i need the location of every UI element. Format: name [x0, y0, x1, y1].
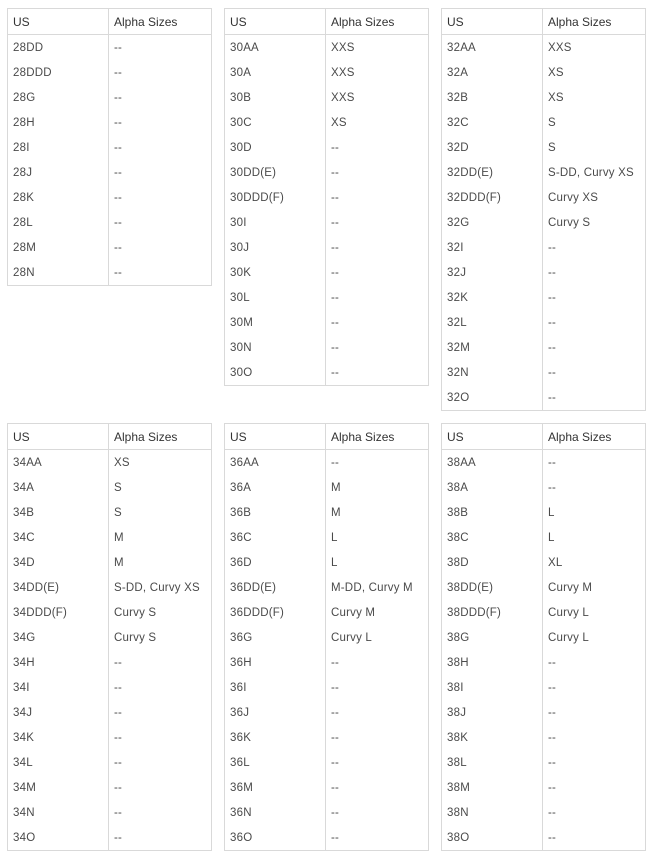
us-size-cell: 34H — [8, 650, 109, 675]
table-row — [225, 550, 429, 575]
alpha-size-cell: Curvy M — [326, 600, 429, 625]
us-size-cell: 30M — [225, 310, 326, 335]
us-size-cell: 32DDD(F) — [442, 185, 543, 210]
table-row — [225, 260, 429, 285]
table-row — [442, 675, 646, 700]
us-size-cell: 32B — [442, 85, 543, 110]
table-row — [442, 475, 646, 500]
table-header-row — [8, 9, 212, 35]
table-row — [225, 825, 429, 851]
table-row — [8, 110, 212, 135]
table-row — [225, 285, 429, 310]
alpha-size-cell: Curvy S — [109, 625, 212, 650]
us-size-cell: 32I — [442, 235, 543, 260]
table-row — [8, 525, 212, 550]
alpha-size-cell: -- — [109, 85, 212, 110]
table-row — [442, 575, 646, 600]
alpha-size-cell: XS — [543, 60, 646, 85]
us-size-cell: 32K — [442, 285, 543, 310]
alpha-size-cell: -- — [326, 360, 429, 386]
alpha-size-cell: -- — [109, 700, 212, 725]
alpha-size-cell: -- — [543, 650, 646, 675]
alpha-size-cell: -- — [326, 700, 429, 725]
us-size-cell: 34D — [8, 550, 109, 575]
table-row — [225, 475, 429, 500]
us-size-cell: 30DD(E) — [225, 160, 326, 185]
table-row — [442, 800, 646, 825]
table-row — [225, 750, 429, 775]
us-size-cell: 36B — [225, 500, 326, 525]
alpha-size-cell: -- — [326, 185, 429, 210]
alpha-size-cell: Curvy L — [543, 600, 646, 625]
alpha-size-cell: -- — [543, 335, 646, 360]
us-size-cell: 32AA — [442, 35, 543, 61]
table-row — [225, 335, 429, 360]
size-table — [7, 8, 212, 286]
alpha-size-cell: S-DD, Curvy XS — [109, 575, 212, 600]
us-size-cell: 38M — [442, 775, 543, 800]
alpha-size-cell: XXS — [326, 60, 429, 85]
us-size-cell: 36DD(E) — [225, 575, 326, 600]
table-row — [442, 235, 646, 260]
alpha-size-cell: XS — [109, 450, 212, 476]
size-table — [224, 8, 429, 386]
alpha-size-header: Alpha Sizes — [109, 9, 212, 35]
us-size-cell: 32A — [442, 60, 543, 85]
table-row — [442, 450, 646, 476]
us-size-cell: 38J — [442, 700, 543, 725]
alpha-size-cell: M — [109, 525, 212, 550]
table-row — [8, 650, 212, 675]
us-size-cell: 34B — [8, 500, 109, 525]
table-row — [8, 160, 212, 185]
alpha-size-cell: L — [326, 525, 429, 550]
table-row — [225, 725, 429, 750]
us-size-cell: 34C — [8, 525, 109, 550]
table-row — [442, 285, 646, 310]
us-size-cell: 32J — [442, 260, 543, 285]
table-row — [8, 450, 212, 476]
table-header-row — [442, 424, 646, 450]
table-row — [225, 575, 429, 600]
table-row — [442, 775, 646, 800]
us-size-cell: 30DDD(F) — [225, 185, 326, 210]
alpha-size-cell: -- — [326, 775, 429, 800]
table-row — [225, 360, 429, 386]
table-row — [8, 575, 212, 600]
us-size-cell: 34O — [8, 825, 109, 851]
us-size-cell: 30N — [225, 335, 326, 360]
alpha-size-cell: M-DD, Curvy M — [326, 575, 429, 600]
us-size-cell: 38H — [442, 650, 543, 675]
us-size-cell: 32O — [442, 385, 543, 411]
alpha-size-cell: XS — [326, 110, 429, 135]
us-size-cell: 28G — [8, 85, 109, 110]
us-size-cell: 30K — [225, 260, 326, 285]
alpha-size-cell: -- — [543, 800, 646, 825]
alpha-size-cell: S — [543, 110, 646, 135]
table-row — [8, 475, 212, 500]
us-size-cell: 30AA — [225, 35, 326, 61]
alpha-size-cell: -- — [543, 235, 646, 260]
us-size-cell: 28DDD — [8, 60, 109, 85]
table-row — [8, 235, 212, 260]
alpha-size-cell: -- — [326, 675, 429, 700]
us-size-cell: 36I — [225, 675, 326, 700]
us-size-cell: 28L — [8, 210, 109, 235]
alpha-size-cell: -- — [109, 775, 212, 800]
alpha-size-cell: -- — [326, 235, 429, 260]
alpha-size-cell: XS — [543, 85, 646, 110]
alpha-size-cell: -- — [326, 210, 429, 235]
alpha-size-cell: M — [326, 475, 429, 500]
alpha-size-cell: -- — [326, 650, 429, 675]
alpha-size-cell: -- — [326, 450, 429, 476]
us-size-cell: 30O — [225, 360, 326, 386]
table-row — [225, 110, 429, 135]
us-size-header: US — [8, 9, 109, 35]
table-row — [225, 85, 429, 110]
alpha-size-cell: -- — [109, 650, 212, 675]
us-size-cell: 36J — [225, 700, 326, 725]
alpha-size-cell: -- — [543, 260, 646, 285]
table-row — [442, 750, 646, 775]
table-row — [442, 525, 646, 550]
us-size-cell: 38I — [442, 675, 543, 700]
alpha-size-header: Alpha Sizes — [326, 424, 429, 450]
us-size-header: US — [442, 424, 543, 450]
us-size-cell: 34J — [8, 700, 109, 725]
us-size-cell: 28M — [8, 235, 109, 260]
table-row — [225, 800, 429, 825]
alpha-size-cell: L — [543, 525, 646, 550]
alpha-size-cell: XXS — [326, 35, 429, 61]
us-size-cell: 28I — [8, 135, 109, 160]
us-size-cell: 32D — [442, 135, 543, 160]
table-row — [8, 800, 212, 825]
alpha-size-cell: -- — [543, 750, 646, 775]
alpha-size-cell: -- — [326, 135, 429, 160]
alpha-size-cell: -- — [543, 475, 646, 500]
table-row — [225, 450, 429, 476]
alpha-size-header: Alpha Sizes — [326, 9, 429, 35]
us-size-cell: 32DD(E) — [442, 160, 543, 185]
us-size-cell: 34G — [8, 625, 109, 650]
table-row — [225, 525, 429, 550]
table-row — [8, 35, 212, 61]
alpha-size-cell: -- — [109, 825, 212, 851]
us-size-cell: 38B — [442, 500, 543, 525]
size-table — [7, 423, 212, 851]
alpha-size-cell: -- — [109, 800, 212, 825]
us-size-header: US — [225, 424, 326, 450]
table-row — [225, 235, 429, 260]
us-size-cell: 38N — [442, 800, 543, 825]
us-size-cell: 38K — [442, 725, 543, 750]
alpha-size-cell: -- — [543, 360, 646, 385]
alpha-size-cell: -- — [543, 450, 646, 476]
alpha-size-cell: -- — [109, 110, 212, 135]
us-size-cell: 38C — [442, 525, 543, 550]
table-row — [225, 160, 429, 185]
table-row — [442, 310, 646, 335]
alpha-size-cell: -- — [109, 235, 212, 260]
table-row — [225, 675, 429, 700]
us-size-cell: 34I — [8, 675, 109, 700]
us-size-cell: 36H — [225, 650, 326, 675]
us-size-cell: 34AA — [8, 450, 109, 476]
us-size-cell: 30I — [225, 210, 326, 235]
alpha-size-cell: L — [326, 550, 429, 575]
us-size-cell: 38D — [442, 550, 543, 575]
us-size-cell: 32C — [442, 110, 543, 135]
us-size-cell: 30D — [225, 135, 326, 160]
table-row — [8, 775, 212, 800]
alpha-size-cell: S — [109, 475, 212, 500]
us-size-cell: 30L — [225, 285, 326, 310]
us-size-cell: 38AA — [442, 450, 543, 476]
alpha-size-cell: -- — [326, 725, 429, 750]
us-size-cell: 30C — [225, 110, 326, 135]
alpha-size-cell: -- — [326, 310, 429, 335]
us-size-cell: 36G — [225, 625, 326, 650]
table-header-row — [225, 9, 429, 35]
alpha-size-cell: -- — [109, 160, 212, 185]
alpha-size-cell: S — [543, 135, 646, 160]
table-row — [8, 500, 212, 525]
table-row — [8, 825, 212, 851]
table-row — [442, 500, 646, 525]
alpha-size-cell: -- — [109, 675, 212, 700]
table-row — [225, 500, 429, 525]
us-size-cell: 28J — [8, 160, 109, 185]
alpha-size-header: Alpha Sizes — [543, 424, 646, 450]
alpha-size-cell: Curvy L — [326, 625, 429, 650]
alpha-size-cell: -- — [326, 260, 429, 285]
alpha-size-cell: -- — [326, 285, 429, 310]
us-size-cell: 36C — [225, 525, 326, 550]
us-size-cell: 30B — [225, 85, 326, 110]
us-size-cell: 36K — [225, 725, 326, 750]
us-size-cell: 28H — [8, 110, 109, 135]
alpha-size-cell: Curvy S — [543, 210, 646, 235]
us-size-cell: 34DD(E) — [8, 575, 109, 600]
alpha-size-cell: XXS — [326, 85, 429, 110]
table-row — [8, 60, 212, 85]
us-size-cell: 38O — [442, 825, 543, 851]
us-size-cell: 34DDD(F) — [8, 600, 109, 625]
table-row — [442, 825, 646, 851]
table-header-row — [442, 9, 646, 35]
us-size-cell: 34N — [8, 800, 109, 825]
us-size-cell: 36D — [225, 550, 326, 575]
alpha-size-cell: -- — [543, 725, 646, 750]
table-row — [225, 700, 429, 725]
table-row — [442, 135, 646, 160]
table-row — [8, 675, 212, 700]
alpha-size-cell: -- — [543, 700, 646, 725]
table-row — [442, 725, 646, 750]
us-size-cell: 32N — [442, 360, 543, 385]
table-row — [225, 35, 429, 61]
alpha-size-cell: Curvy S — [109, 600, 212, 625]
table-row — [8, 725, 212, 750]
us-size-cell: 36A — [225, 475, 326, 500]
us-size-header: US — [225, 9, 326, 35]
us-size-cell: 38G — [442, 625, 543, 650]
table-row — [225, 625, 429, 650]
alpha-size-header: Alpha Sizes — [543, 9, 646, 35]
alpha-size-cell: -- — [109, 725, 212, 750]
alpha-size-cell: -- — [543, 385, 646, 411]
us-size-cell: 30A — [225, 60, 326, 85]
table-row — [225, 600, 429, 625]
table-row — [225, 775, 429, 800]
table-row — [8, 185, 212, 210]
table-row — [225, 210, 429, 235]
us-size-cell: 28N — [8, 260, 109, 286]
alpha-size-cell: XXS — [543, 35, 646, 61]
table-row — [8, 625, 212, 650]
table-row — [442, 210, 646, 235]
alpha-size-cell: -- — [543, 775, 646, 800]
alpha-size-header: Alpha Sizes — [109, 424, 212, 450]
table-row — [442, 160, 646, 185]
table-row — [442, 35, 646, 61]
alpha-size-cell: -- — [543, 310, 646, 335]
alpha-size-cell: Curvy XS — [543, 185, 646, 210]
table-row — [442, 185, 646, 210]
us-size-cell: 36AA — [225, 450, 326, 476]
us-size-cell: 36L — [225, 750, 326, 775]
us-size-cell: 32G — [442, 210, 543, 235]
table-row — [225, 185, 429, 210]
us-size-cell: 38A — [442, 475, 543, 500]
alpha-size-cell: Curvy L — [543, 625, 646, 650]
us-size-cell: 28K — [8, 185, 109, 210]
table-row — [442, 650, 646, 675]
us-size-cell: 38DDD(F) — [442, 600, 543, 625]
us-size-cell: 36O — [225, 825, 326, 851]
us-size-cell: 30J — [225, 235, 326, 260]
alpha-size-cell: L — [543, 500, 646, 525]
alpha-size-cell: -- — [326, 825, 429, 851]
table-header-row — [225, 424, 429, 450]
alpha-size-cell: -- — [326, 750, 429, 775]
us-size-cell: 38L — [442, 750, 543, 775]
table-row — [8, 85, 212, 110]
table-row — [8, 750, 212, 775]
alpha-size-cell: -- — [109, 750, 212, 775]
us-size-cell: 34A — [8, 475, 109, 500]
alpha-size-cell: -- — [543, 825, 646, 851]
us-size-cell: 36DDD(F) — [225, 600, 326, 625]
alpha-size-cell: -- — [109, 185, 212, 210]
size-table — [224, 423, 429, 851]
table-row — [442, 625, 646, 650]
us-size-cell: 36M — [225, 775, 326, 800]
table-row — [442, 60, 646, 85]
alpha-size-cell: -- — [326, 800, 429, 825]
table-row — [442, 700, 646, 725]
table-row — [442, 85, 646, 110]
table-row — [442, 335, 646, 360]
us-size-cell: 36N — [225, 800, 326, 825]
us-size-cell: 34L — [8, 750, 109, 775]
table-row — [225, 135, 429, 160]
us-size-cell: 34K — [8, 725, 109, 750]
us-size-cell: 38DD(E) — [442, 575, 543, 600]
alpha-size-cell: -- — [543, 285, 646, 310]
table-row — [225, 60, 429, 85]
table-row — [442, 600, 646, 625]
alpha-size-cell: -- — [326, 335, 429, 360]
table-row — [442, 550, 646, 575]
us-size-cell: 34M — [8, 775, 109, 800]
us-size-header: US — [8, 424, 109, 450]
alpha-size-cell: -- — [109, 260, 212, 286]
table-row — [442, 110, 646, 135]
table-row — [442, 260, 646, 285]
table-header-row — [8, 424, 212, 450]
alpha-size-cell: -- — [109, 60, 212, 85]
alpha-size-cell: -- — [109, 35, 212, 61]
table-row — [8, 600, 212, 625]
alpha-size-cell: -- — [109, 210, 212, 235]
alpha-size-cell: Curvy M — [543, 575, 646, 600]
alpha-size-cell: S — [109, 500, 212, 525]
us-size-cell: 32L — [442, 310, 543, 335]
table-row — [225, 310, 429, 335]
alpha-size-cell: S-DD, Curvy XS — [543, 160, 646, 185]
us-size-cell: 32M — [442, 335, 543, 360]
table-row — [8, 260, 212, 286]
table-row — [442, 385, 646, 411]
table-row — [8, 700, 212, 725]
alpha-size-cell: -- — [543, 675, 646, 700]
table-row — [8, 550, 212, 575]
table-row — [8, 135, 212, 160]
table-row — [8, 210, 212, 235]
alpha-size-cell: M — [326, 500, 429, 525]
table-row — [442, 360, 646, 385]
table-row — [225, 650, 429, 675]
alpha-size-cell: M — [109, 550, 212, 575]
size-table — [441, 423, 646, 851]
us-size-header: US — [442, 9, 543, 35]
alpha-size-cell: -- — [326, 160, 429, 185]
alpha-size-cell: -- — [109, 135, 212, 160]
us-size-cell: 28DD — [8, 35, 109, 61]
size-table — [441, 8, 646, 411]
alpha-size-cell: XL — [543, 550, 646, 575]
